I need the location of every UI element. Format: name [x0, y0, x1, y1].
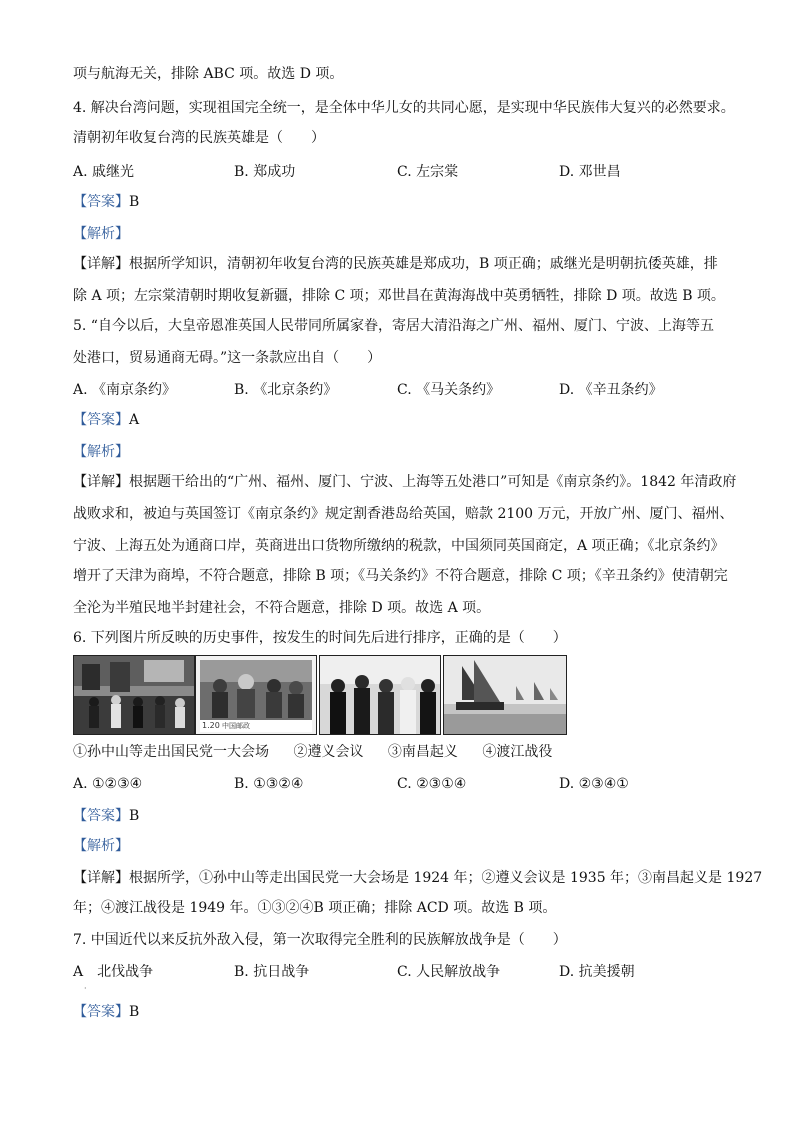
- caption-2: ②遵义会议: [293, 744, 364, 760]
- q5-detail-line2: 战败求和，被迫与英国签订《南京条约》规定割香港岛给英国，赔款 2100 万元，开放广州、厦门、福州、: [73, 506, 734, 522]
- q5-options: [73, 380, 733, 400]
- answer-tag: 【答案】: [73, 808, 129, 824]
- stray-dot: ·: [84, 984, 87, 993]
- detail-tag: 【详解】: [73, 474, 129, 490]
- q5-option-d: D. 《辛丑条约》: [559, 382, 663, 398]
- q5-detail-line5: 全沦为半殖民地半封建社会，不符合题意，排除 D 项。故选 A 项。: [73, 600, 491, 616]
- q5-detail-line3: 宁波、上海五处为通商口岸，英商进出口货物所缴纳的税款，中国须同英国商定，A 项正确；《北京条约》: [73, 538, 725, 554]
- q4-option-d: D. 邓世昌: [559, 164, 621, 180]
- q7-option-b: B. 抗日战争: [234, 964, 310, 980]
- caption-4: ④渡江战役: [482, 744, 553, 760]
- answer-value: B: [129, 808, 140, 824]
- q7-options: [73, 962, 733, 982]
- q5-stem-line1: 5. “自今以后，大皇帝恩准英国人民带同所属家眷，寄居大清沿海之广州、福州、厦门、宁波、上海等五: [73, 318, 714, 334]
- q5-stem-line2: 处港口，贸易通商无碍。”这一条款应出自（ ）: [73, 350, 382, 366]
- q6-detail-line2: 年；④渡江战役是 1949 年。①③②④B 项正确；排除 ACD 项。故选 B 项。: [73, 900, 557, 916]
- q6-detail-line1: [73, 868, 763, 888]
- q4-analysis: [73, 224, 733, 244]
- q6-option-a: A. ①②③④: [73, 776, 143, 792]
- q5-option-c: C. 《马关条约》: [397, 382, 501, 398]
- intro-line: 项与航海无关，排除 ABC 项。故选 D 项。: [73, 66, 344, 82]
- q4-stem-line1: 4. 解决台湾问题，实现祖国完全统一，是全体中华儿女的共同心愿，是实现中华民族伟大复兴的必然要求。: [73, 100, 735, 116]
- q5-option-a: A. 《南京条约》: [73, 382, 177, 398]
- q6-option-c: C. ②③①④: [397, 776, 467, 792]
- q6-answer: [73, 806, 733, 826]
- q4-options: [73, 162, 733, 182]
- q4-detail-line2: 除 A 项；左宗棠清朝时期收复新疆，排除 C 项；邓世昌在黄海海战中英勇牺牲，排除 D 项。故选 B 项。: [73, 288, 725, 304]
- analysis-tag: 【解析】: [73, 444, 129, 460]
- q6-option-d: D. ②③④①: [559, 776, 629, 792]
- analysis-tag: 【解析】: [73, 838, 129, 854]
- q5-detail-line4: 增开了天津为商埠，不符合题意，排除 B 项；《马关条约》不符合题意，排除 C 项；《辛丑条约》使清朝完: [73, 568, 728, 584]
- q6-photo-captions: [73, 742, 572, 762]
- photo-3-nanchang-uprising: [319, 655, 441, 735]
- answer-value: B: [129, 1004, 140, 1020]
- q4-detail-line1: [73, 254, 733, 274]
- answer-value: A: [129, 412, 140, 428]
- detail-text: 根据所学知识，清朝初年收复台湾的民族英雄是郑成功，B 项正确；戚继光是明朝抗倭英雄，排: [129, 256, 718, 272]
- q6-options: [73, 774, 733, 794]
- detail-tag: 【详解】: [73, 870, 129, 886]
- q7-option-a: A 北伐战争: [73, 964, 154, 980]
- q4-option-c: C. 左宗棠: [397, 164, 459, 180]
- q4-answer: [73, 192, 733, 212]
- q5-analysis: [73, 442, 733, 462]
- answer-value: B: [129, 194, 140, 210]
- detail-text: 根据所学，①孙中山等走出国民党一大会场是 1924 年；②遵义会议是 1935 年；③南昌起义是 1927: [129, 870, 763, 886]
- analysis-tag: 【解析】: [73, 226, 129, 242]
- q4-stem-line2: 清朝初年收复台湾的民族英雄是（ ）: [73, 130, 325, 146]
- q6-photo-strip: [73, 655, 573, 735]
- q5-answer: [73, 410, 733, 430]
- q6-analysis: [73, 836, 733, 856]
- caption-1: ①孙中山等走出国民党一大会场: [73, 744, 269, 760]
- detail-text: 根据题干给出的“广州、福州、厦门、宁波、上海等五处港口”可知是《南京条约》。1842 年清政府: [129, 474, 737, 490]
- q6-stem: 6. 下列图片所反映的历史事件，按发生的时间先后进行排序，正确的是（ ）: [73, 630, 567, 646]
- q4-option-b: B. 郑成功: [234, 164, 296, 180]
- stamp-label: 中国邮政: [222, 722, 250, 730]
- answer-tag: 【答案】: [73, 1004, 129, 1020]
- q4-option-a: A. 戚继光: [73, 164, 135, 180]
- answer-tag: 【答案】: [73, 412, 129, 428]
- photo-1-kmt-congress: [73, 655, 195, 735]
- q7-answer: [73, 1002, 733, 1022]
- photo-4-yangtze-crossing: [443, 655, 567, 735]
- caption-3: ③南昌起义: [387, 744, 458, 760]
- answer-tag: 【答案】: [73, 194, 129, 210]
- q5-detail-line1: [73, 472, 737, 492]
- q7-stem: 7. 中国近代以来反抗外敌入侵，第一次取得完全胜利的民族解放战争是（ ）: [73, 932, 567, 948]
- q7-option-d: D. 抗美援朝: [559, 964, 635, 980]
- q6-option-b: B. ①③②④: [234, 776, 304, 792]
- q5-option-b: B. 《北京条约》: [234, 382, 338, 398]
- q7-option-c: C. 人民解放战争: [397, 964, 501, 980]
- stamp-value: 1.20: [202, 721, 220, 730]
- photo-2-zunyi-stamp: [195, 655, 317, 735]
- detail-tag: 【详解】: [73, 256, 129, 272]
